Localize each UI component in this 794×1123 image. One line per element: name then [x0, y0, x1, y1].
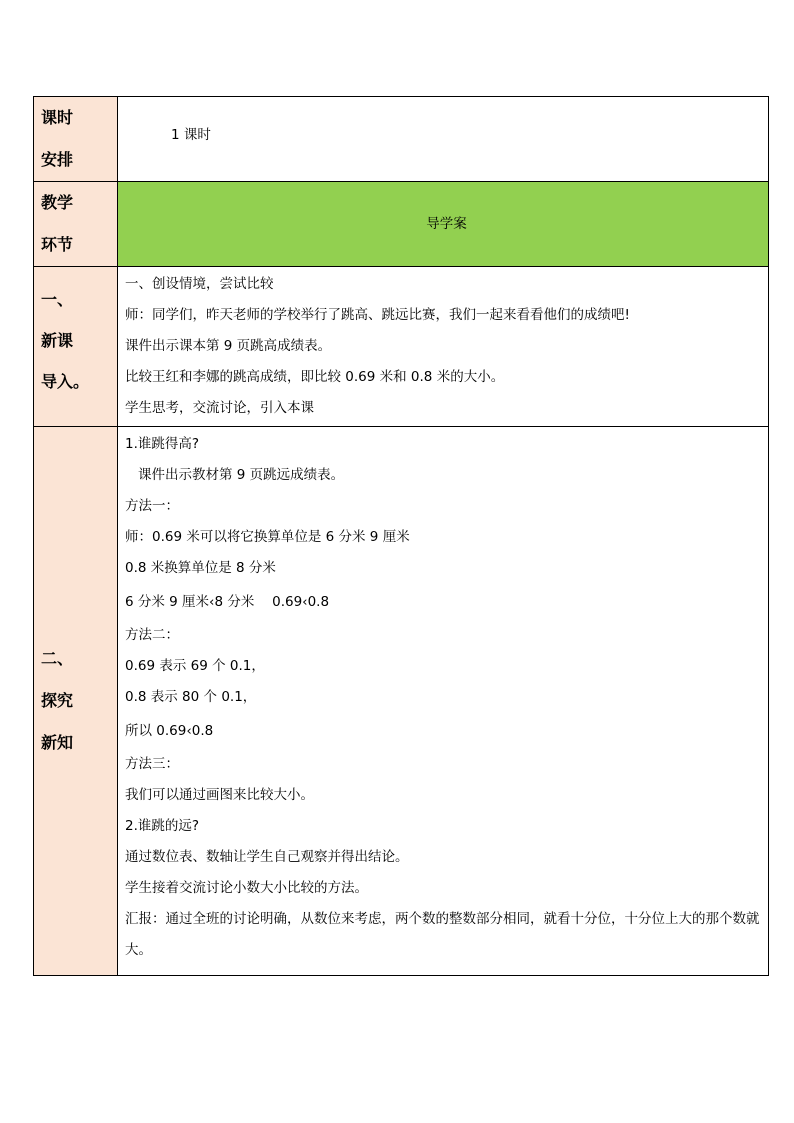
explore-line: 课件出示教材第 9 页跳远成绩表。	[138, 467, 345, 483]
explore-line: 我们可以通过画图来比较大小。	[125, 787, 314, 803]
intro-label-line1: 一、	[41, 290, 74, 309]
section-label-line1: 教学	[41, 193, 74, 212]
schedule-label-line1: 课时	[41, 108, 74, 127]
explore-line: 师：0.69 米可以将它换算单位是 6 分米 9 厘米	[125, 529, 410, 545]
explore-line: 所以 0.69‹0.8	[125, 723, 214, 739]
intro-label	[34, 267, 118, 427]
section-row	[34, 182, 769, 267]
schedule-content	[118, 97, 769, 182]
explore-line: 1.谁跳得高?	[125, 436, 200, 452]
schedule-value: 1 课时	[171, 127, 211, 143]
intro-label-line3: 导入。	[41, 372, 90, 391]
intro-line: 课件出示课本第 9 页跳高成绩表。	[125, 338, 332, 354]
schedule-label-line2: 安排	[41, 150, 74, 169]
explore-line: 汇报：通过全班的讨论明确，从数位来考虑，两个数的整数部分相同，就看十分位，十分位上大的那个数就大。	[125, 911, 760, 958]
explore-label-line2: 探究	[41, 691, 74, 710]
explore-label	[34, 427, 118, 976]
schedule-row	[34, 97, 769, 182]
explore-line: 0.8 表示 80 个 0.1，	[125, 689, 257, 705]
section-content	[118, 182, 769, 267]
explore-line: 通过数位表、数轴让学生自己观察并得出结论。	[125, 849, 409, 865]
section-label	[34, 182, 118, 267]
explore-content	[118, 427, 769, 976]
explore-line: 方法三：	[125, 756, 179, 772]
intro-line: 一、创设情境，尝试比较	[125, 276, 274, 292]
lesson-plan-table	[33, 96, 769, 976]
explore-label-line3: 新知	[41, 733, 74, 752]
explore-line: 0.69 表示 69 个 0.1，	[125, 658, 265, 674]
schedule-label	[34, 97, 118, 182]
section-label-line2: 环节	[41, 235, 74, 254]
intro-line: 师：同学们，昨天老师的学校举行了跳高、跳远比赛，我们一起来看看他们的成绩吧!	[125, 307, 630, 323]
section-value: 导学案	[426, 215, 467, 232]
explore-line: 学生接着交流讨论小数大小比较的方法。	[125, 880, 368, 896]
explore-row	[34, 427, 769, 976]
intro-line: 比较王红和李娜的跳高成绩，即比较 0.69 米和 0.8 米的大小。	[125, 369, 505, 385]
explore-label-line1: 二、	[41, 649, 74, 668]
explore-line: 方法二：	[125, 627, 179, 643]
explore-line: 2.谁跳的远?	[125, 818, 200, 834]
intro-row	[34, 267, 769, 427]
explore-line: 0.8 米换算单位是 8 分米	[125, 560, 276, 576]
explore-line: 方法一：	[125, 498, 179, 514]
explore-line: 6 分米 9 厘米‹8 分米 0.69‹0.8	[125, 594, 330, 610]
intro-label-line2: 新课	[41, 331, 74, 350]
intro-line: 学生思考，交流讨论，引入本课	[125, 400, 314, 416]
intro-content	[118, 267, 769, 427]
